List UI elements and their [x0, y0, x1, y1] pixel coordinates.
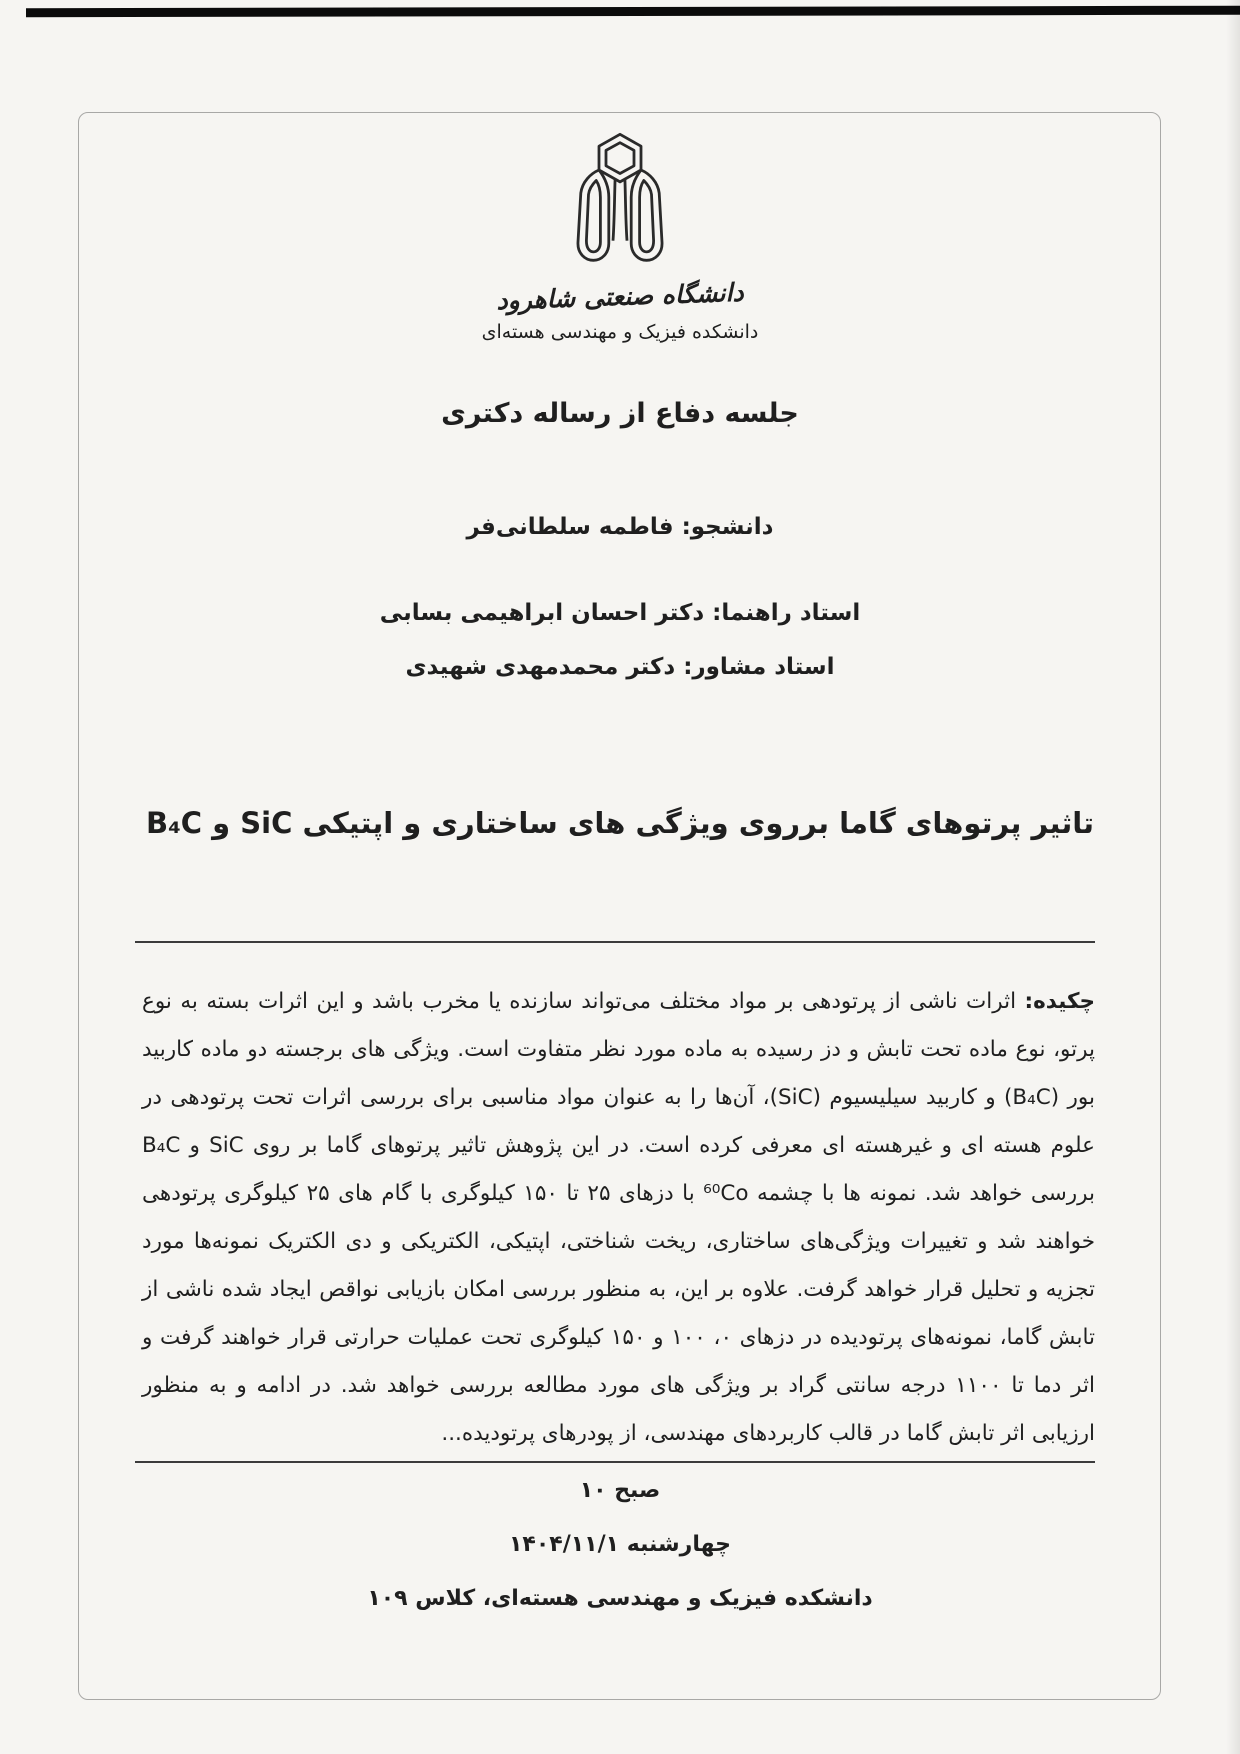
abstract-label: چکیده:: [1024, 988, 1095, 1014]
abstract-text: اثرات ناشی از پرتودهی بر مواد مختلف می‌تواند سازنده یا مخرب باشد و این اثرات بسته به نوع پرتو، نوع ماده تحت تابش و دز رسیده به ماده مورد نظر متفاوت است. ویژگی های برجسته دو ماده کاربید بور (B₄C) و کاربید سیلیسیوم (SiC)، آن‌ها را به عنوان مواد مناسبی برای بررسی اثرات تحت پرتودهی در علوم هسته ای و غیرهسته ای معرفی کرده است. در این پژوهش تاثیر پرتوهای گاما بر روی SiC و B₄C بررسی خواهد شد. نمونه ها با چشمه ⁶⁰Co با دزهای ۲۵ تا ۱۵۰ کیلوگری با گام های ۲۵ کیلوگری پرتودهی خواهند شد و تغییرات ویژگی‌های ساختاری، ریخت شناختی، اپتیکی، الکتریکی و دی الکتریک نمونه‌ها مورد تجزیه و تحلیل قرار خواهد گرفت. علاوه بر این، به منظور بررسی امکان بازیابی نواقص ایجاد شده ناشی از تابش گاما، نمونه‌های پرتودیده در دزهای ۰، ۱۰۰ و ۱۵۰ کیلوگری تحت عملیات حرارتی قرار خواهند گرفت و اثر دما تا ۱۱۰۰ درجه سانتی گراد بر ویژگی های مورد مطالعه بررسی خواهد شد. در ادامه و به منظور ارزیابی اثر تابش گاما در قالب کاربردهای مهندسی، از پودرهای پرتودیده...: [142, 988, 1096, 1446]
schedule-top-rule: [135, 1461, 1095, 1463]
scanner-edge-artifact: [26, 6, 1240, 18]
faculty-name: دانشکده فیزیک و مهندسی هسته‌ای: [481, 321, 759, 343]
university-name-calligraphy: دانشگاه صنعتی شاهرود: [495, 277, 745, 316]
abstract-top-rule: [135, 941, 1095, 943]
supervisor-line: استاد راهنما: دکتر احسان ابراهیمی بسابی: [379, 600, 861, 626]
advisor-line: استاد مشاور: دکتر محمدمهدی شهیدی: [405, 654, 835, 680]
session-location: دانشکده فیزیک و مهندسی هسته‌ای، کلاس ۱۰۹: [367, 1586, 873, 1611]
thesis-title: تاثیر پرتوهای گاما برروی ویژگی های ساختاری و اپتیکی SiC و B₄C: [145, 806, 1094, 840]
session-time: ۱۰ صبح: [579, 1478, 661, 1503]
student-name-line: دانشجو: فاطمه سلطانی‌فر: [466, 514, 774, 540]
university-header: [0, 130, 1240, 343]
session-date: چهارشنبه ۱۴۰۴/۱۱/۱: [509, 1532, 731, 1557]
abstract-paragraph: [142, 978, 1095, 1458]
shahrood-university-logo-icon: [550, 130, 690, 280]
defense-session-heading: جلسه دفاع از رساله دکتری: [441, 398, 799, 429]
